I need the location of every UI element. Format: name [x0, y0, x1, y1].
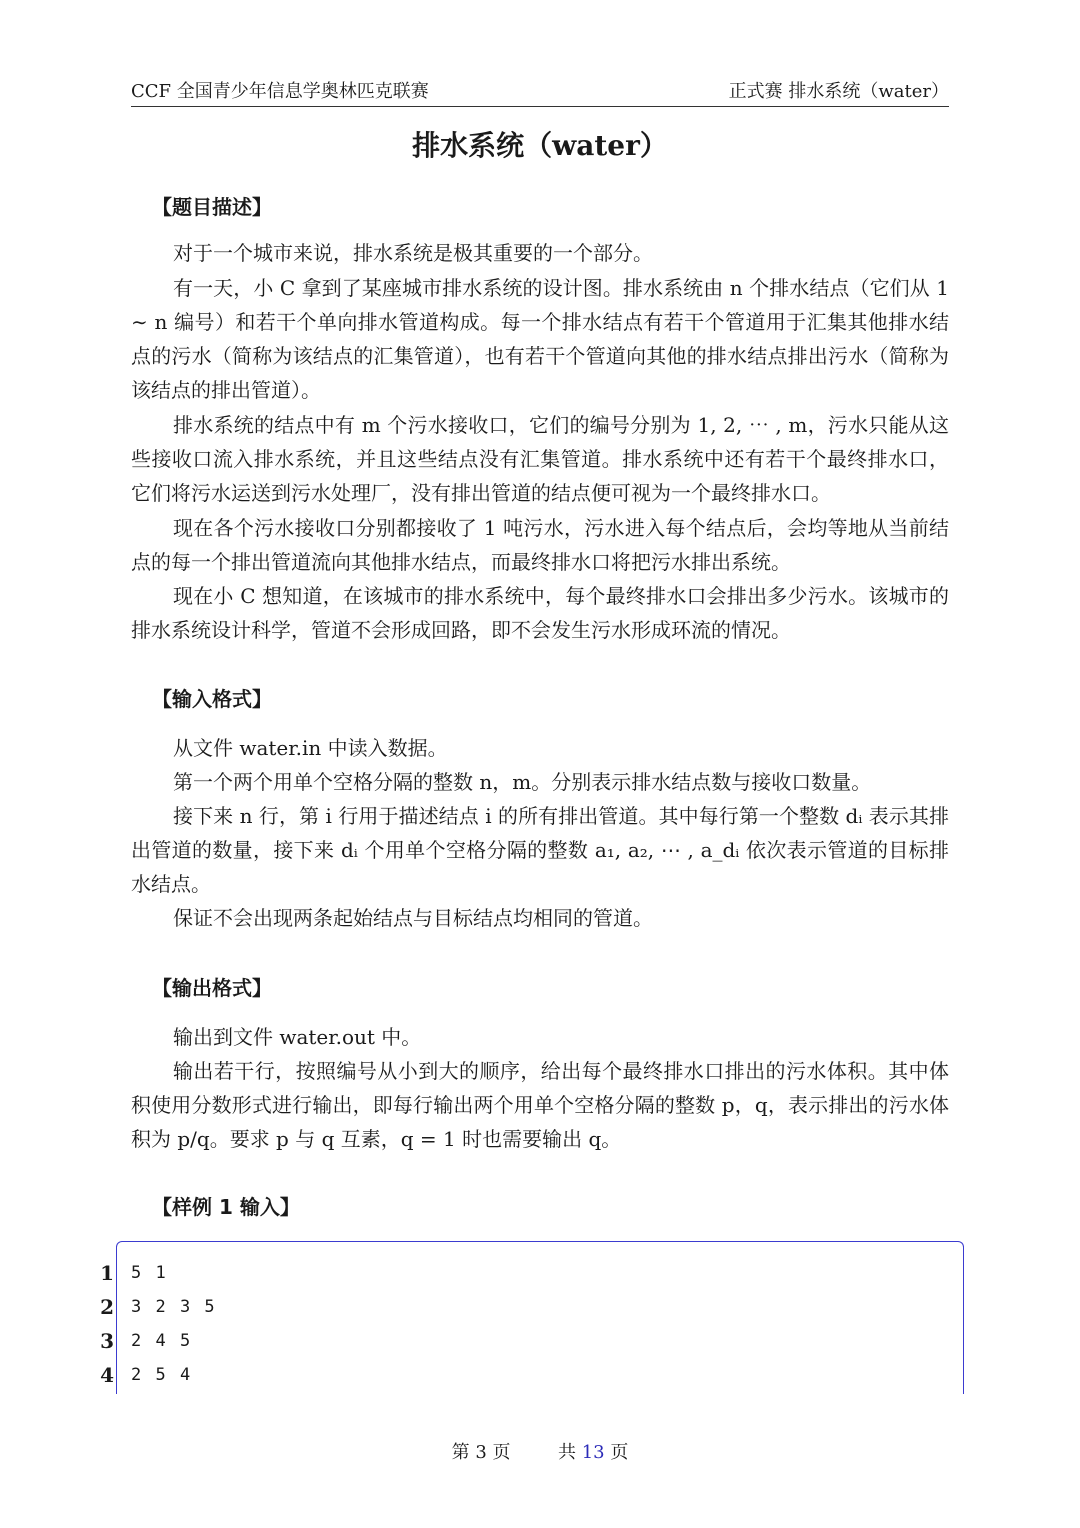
- code-line: [0, 1324, 880, 1358]
- code-line: [0, 1256, 880, 1290]
- input-paragraph-1: 从文件 water.in 中读入数据。: [173, 736, 448, 760]
- input-paragraph-3: 接下来 n 行，第 i 行用于描述结点 i 的所有排出管道。其中每行第一个整数 dᵢ 表示其排出管道的数量，接下来 dᵢ 个用单个空格分隔的整数 a₁, a₂, ⋯ , a_dᵢ 依次表示管道的目标排水结点。: [131, 804, 949, 896]
- code-text: 3 2 3 5: [131, 1297, 217, 1317]
- page-footer: [0, 1438, 1080, 1468]
- description-paragraph-1: 对于一个城市来说，排水系统是极其重要的一个部分。: [173, 241, 653, 265]
- page-label-suffix: 页: [492, 1442, 511, 1463]
- heading-description: 【题目描述】: [152, 195, 272, 219]
- input-paragraph-4: 保证不会出现两条起始结点与目标结点均相同的管道。: [173, 906, 653, 930]
- line-number: 1: [100, 1261, 114, 1285]
- page-label-prefix: 第: [451, 1442, 470, 1463]
- description-paragraph-2: 有一天，小 C 拿到了某座城市排水系统的设计图。排水系统由 n 个排水结点（它们从 1 ∼ n 编号）和若干个单向排水管道构成。每一个排水结点有若干个管道用于汇集其他排水结点的污水（简称为该结点的汇集管道），也有若干个管道向其他的排水结点排出污水（简称为该结点的排出管道）。: [131, 276, 949, 402]
- code-text: 2 4 5: [131, 1331, 193, 1351]
- description-paragraph-4: 现在各个污水接收口分别都接收了 1 吨污水，污水进入每个结点后，会均等地从当前结点的每一个排出管道流向其他排水结点，而最终排水口将把污水排出系统。: [131, 516, 949, 574]
- line-number: 3: [100, 1329, 114, 1353]
- total-pages-link[interactable]: 13: [581, 1442, 605, 1463]
- total-label-prefix: 共: [558, 1442, 576, 1463]
- heading-output-format: 【输出格式】: [152, 976, 272, 1000]
- total-label-suffix: 页: [610, 1442, 629, 1463]
- code-text: 5 1: [131, 1263, 168, 1283]
- output-paragraph-2: 输出若干行，按照编号从小到大的顺序，给出每个最终排水口排出的污水体积。其中体积使用分数形式进行输出，即每行输出两个用单个空格分隔的整数 p，q，表示排出的污水体积为 p/q。要求 p 与 q 互素，q = 1 时也需要输出 q。: [131, 1059, 949, 1151]
- line-number: 2: [100, 1295, 114, 1319]
- header-contest-name: CCF 全国青少年信息学奥林匹克联赛: [131, 81, 429, 102]
- heading-sample-input: 【样例 1 输入】: [152, 1195, 300, 1219]
- code-line: [0, 1290, 880, 1324]
- description-paragraph-5: 现在小 C 想知道，在该城市的排水系统中，每个最终排水口会排出多少污水。该城市的排水系统设计科学，管道不会形成回路，即不会发生污水形成环流的情况。: [131, 584, 949, 642]
- page-number: 3: [475, 1442, 487, 1463]
- code-line: [0, 1358, 880, 1392]
- heading-input-format: 【输入格式】: [152, 687, 272, 711]
- code-text: 2 5 4: [131, 1365, 193, 1385]
- line-number: 4: [100, 1363, 114, 1387]
- header-problem-name: 正式赛 排水系统（water）: [728, 81, 949, 102]
- input-paragraph-2: 第一个两个用单个空格分隔的整数 n，m。分别表示排水结点数与接收口数量。: [173, 770, 872, 794]
- problem-title: 排水系统（water）: [412, 129, 668, 162]
- page-header: [131, 78, 949, 107]
- output-paragraph-1: 输出到文件 water.out 中。: [173, 1025, 422, 1049]
- description-paragraph-3: 排水系统的结点中有 m 个污水接收口，它们的编号分别为 1, 2, ⋯ , m，污水只能从这些接收口流入排水系统，并且这些结点没有汇集管道。排水系统中还有若干个最终排水口，它们将污水运送到污水处理厂，没有排出管道的结点便可视为一个最终排水口。: [131, 413, 949, 505]
